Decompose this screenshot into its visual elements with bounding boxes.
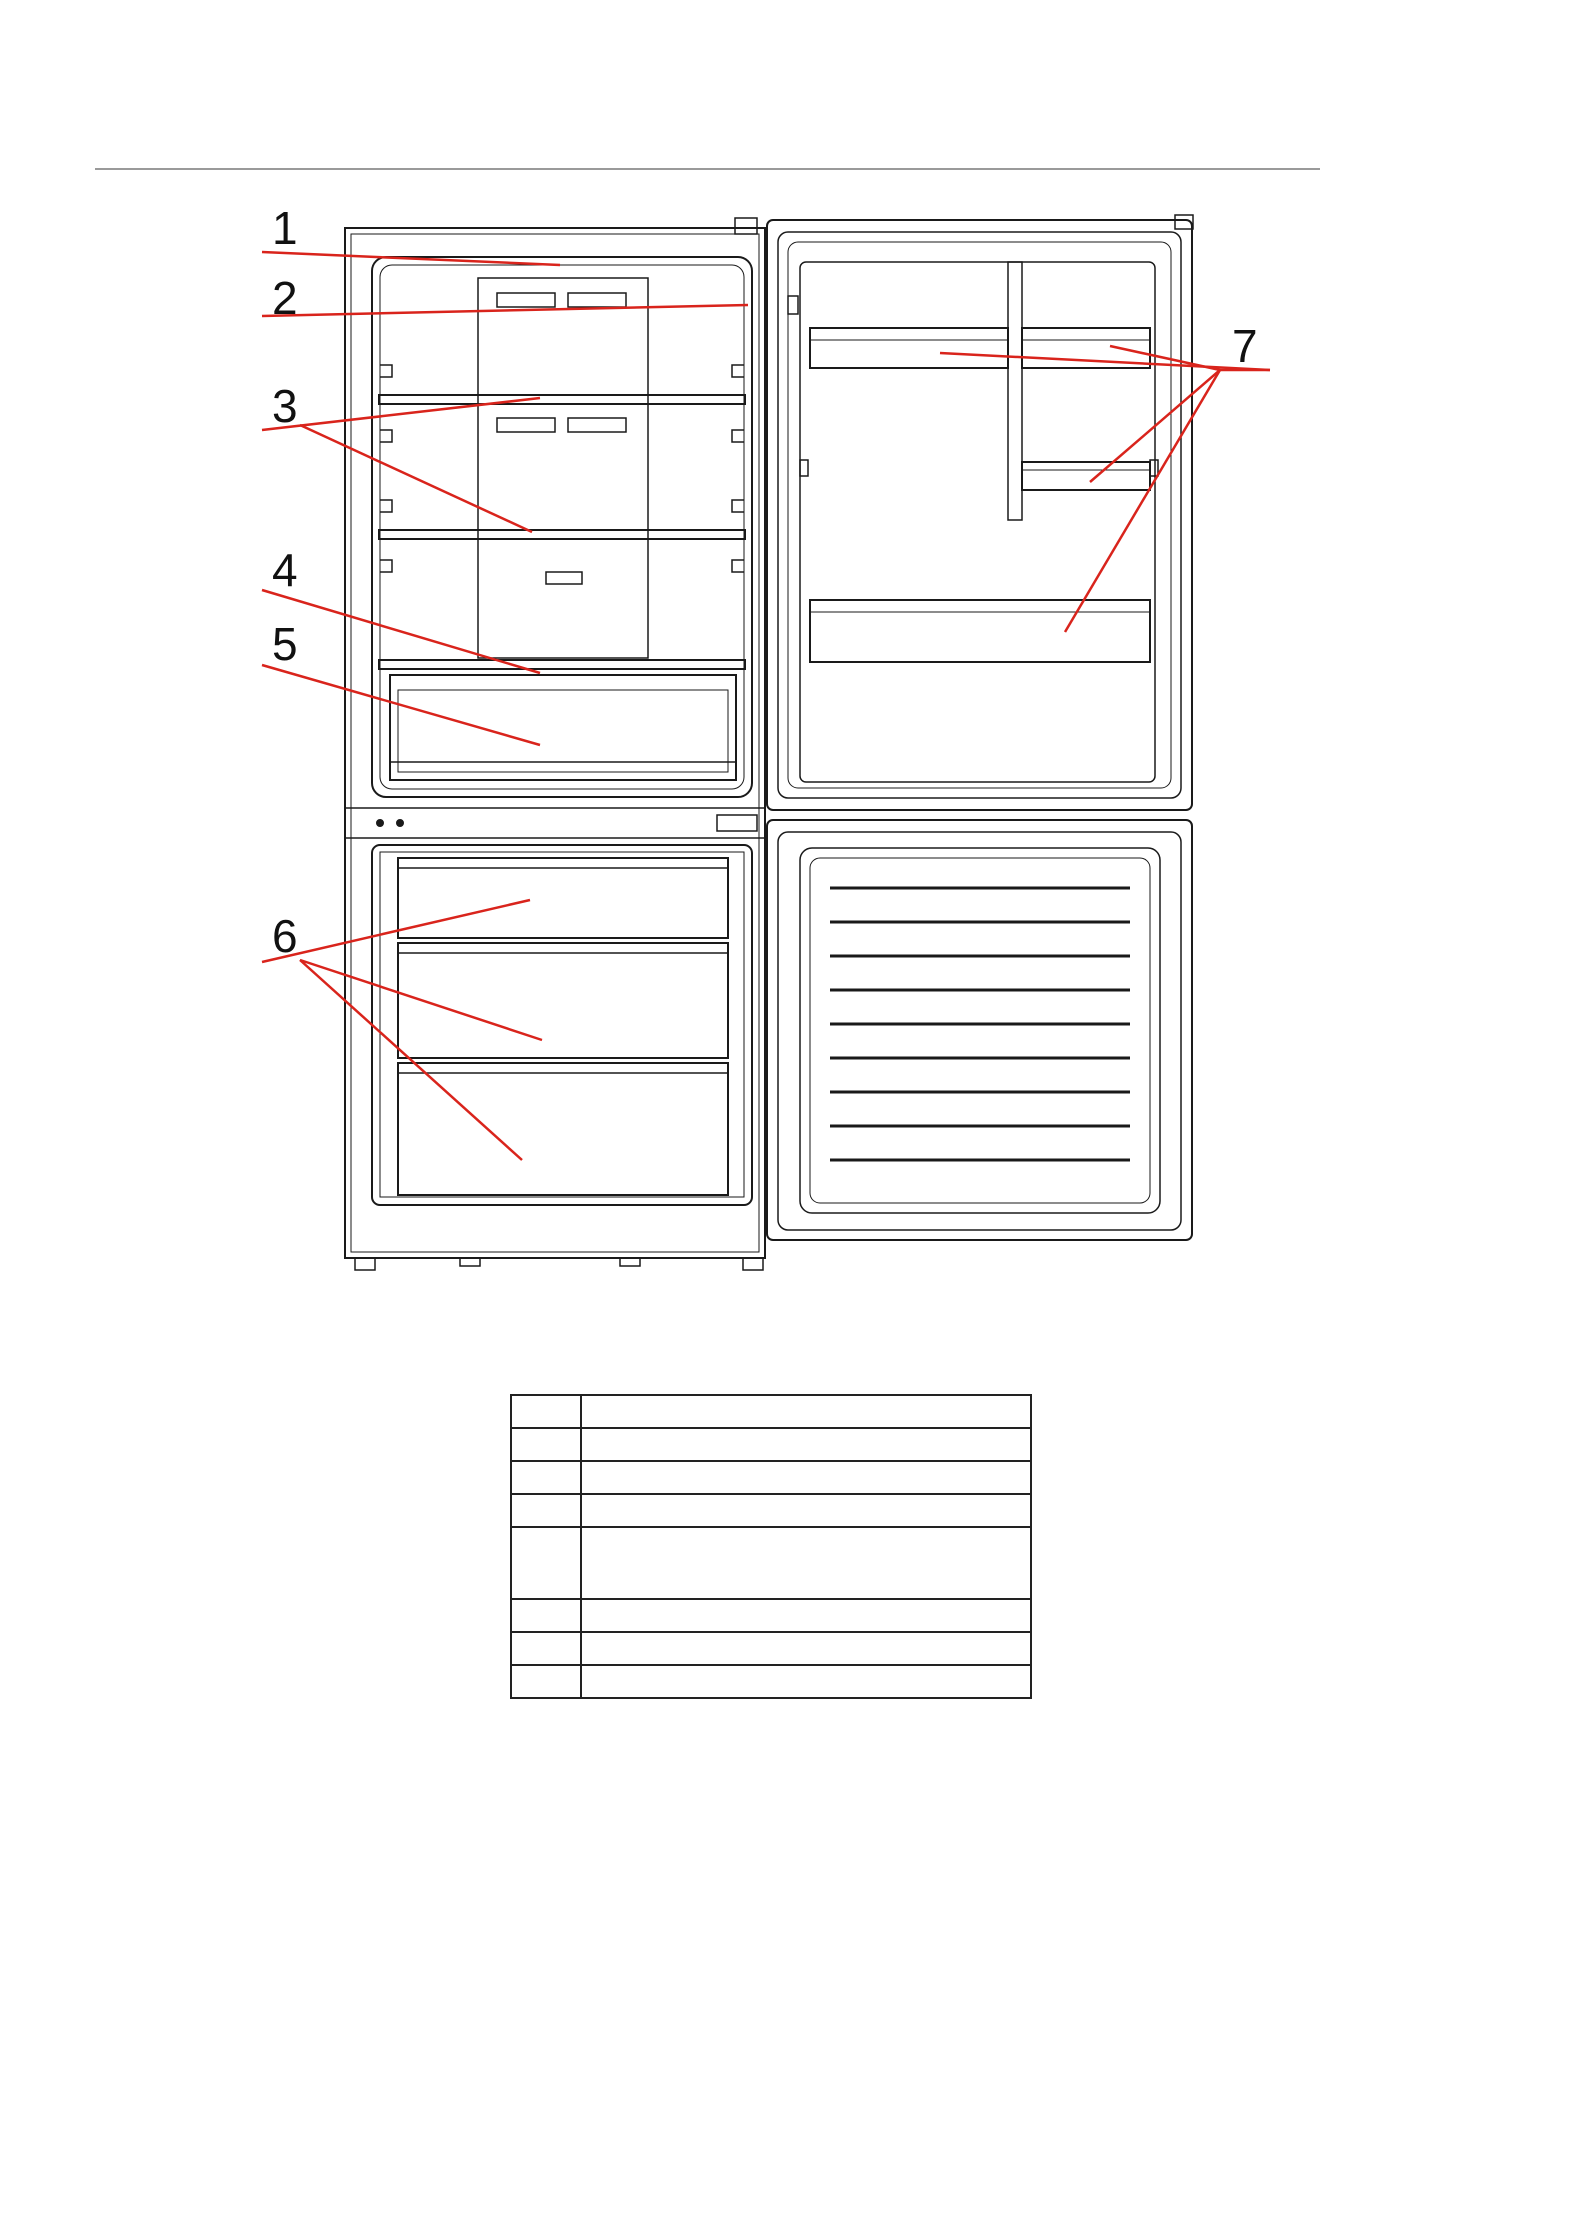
table-row bbox=[511, 1395, 1031, 1428]
part-number-cell bbox=[511, 1527, 581, 1599]
leader-6b bbox=[300, 960, 542, 1040]
part-number-cell bbox=[511, 1461, 581, 1494]
part-description-cell bbox=[581, 1428, 1031, 1461]
fridge-door bbox=[735, 215, 1193, 810]
part-description-cell bbox=[581, 1665, 1031, 1698]
callout-2: 2 bbox=[272, 272, 298, 324]
fridge-cabinet bbox=[345, 228, 765, 1270]
part-number-cell bbox=[511, 1494, 581, 1527]
part-number-cell bbox=[511, 1665, 581, 1698]
table-row bbox=[511, 1461, 1031, 1494]
leader-7b bbox=[1110, 346, 1220, 370]
parts-table bbox=[510, 1394, 1032, 1699]
callout-6: 6 bbox=[272, 910, 298, 962]
leader-6c bbox=[300, 960, 522, 1160]
part-description-cell bbox=[581, 1395, 1031, 1428]
part-description-cell bbox=[581, 1494, 1031, 1527]
table-row bbox=[511, 1632, 1031, 1665]
part-number-cell bbox=[511, 1632, 581, 1665]
table-row bbox=[511, 1665, 1031, 1698]
table-row bbox=[511, 1527, 1031, 1599]
leader-1 bbox=[262, 252, 560, 265]
leader-5 bbox=[262, 665, 540, 745]
leader-7d bbox=[1065, 370, 1220, 632]
part-description-cell bbox=[581, 1632, 1031, 1665]
table-row bbox=[511, 1494, 1031, 1527]
part-description-cell bbox=[581, 1461, 1031, 1494]
leader-3a bbox=[262, 398, 540, 430]
table-row bbox=[511, 1428, 1031, 1461]
callout-4: 4 bbox=[272, 544, 298, 596]
callout-5: 5 bbox=[272, 618, 298, 670]
freezer-door bbox=[767, 820, 1192, 1240]
callout-3: 3 bbox=[272, 380, 298, 432]
part-number-cell bbox=[511, 1395, 581, 1428]
callout-1: 1 bbox=[272, 202, 298, 254]
table-row bbox=[511, 1599, 1031, 1632]
callout-7: 7 bbox=[1232, 320, 1258, 372]
part-description-cell bbox=[581, 1527, 1031, 1599]
part-number-cell bbox=[511, 1599, 581, 1632]
leader-3b bbox=[300, 425, 532, 532]
part-description-cell bbox=[581, 1599, 1031, 1632]
part-number-cell bbox=[511, 1428, 581, 1461]
